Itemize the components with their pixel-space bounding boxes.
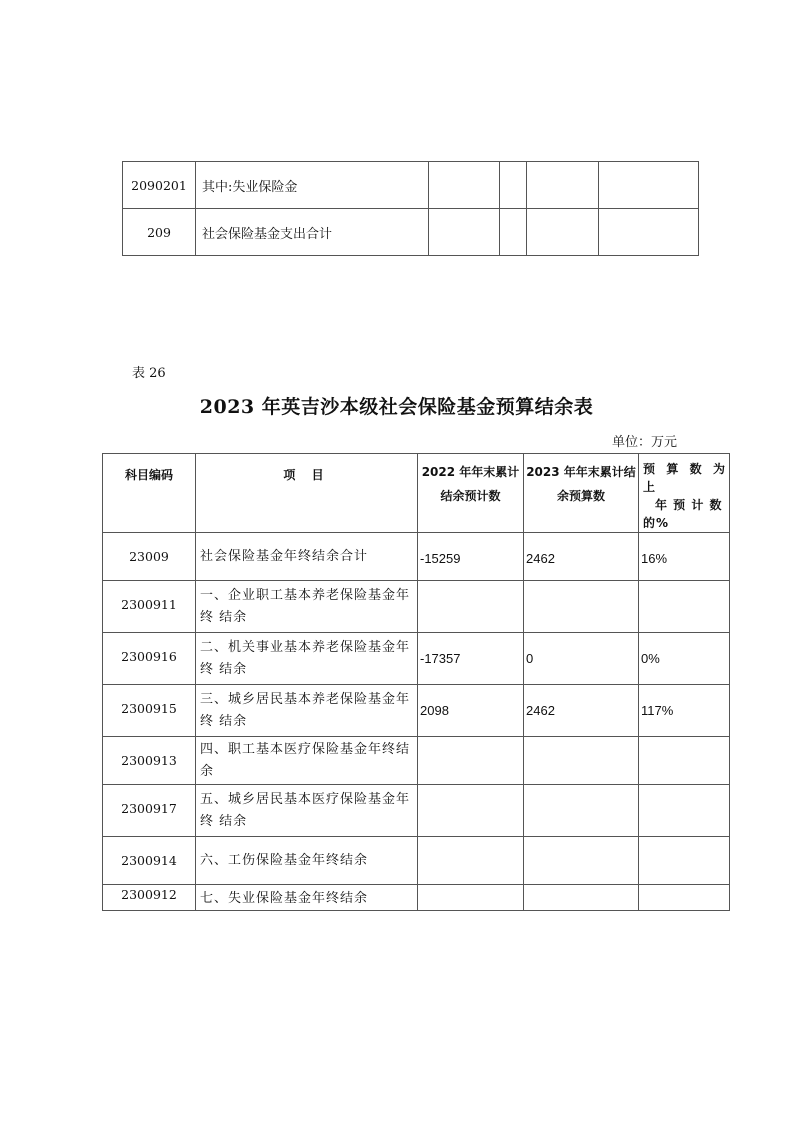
value-2022 (418, 581, 524, 633)
row-name: 社会保险基金年终结余合计 (196, 533, 418, 581)
percent-value: 16% (639, 533, 730, 581)
table-row (103, 533, 730, 581)
value-2023: 2462 (524, 685, 639, 737)
value-2023: 0 (524, 633, 639, 685)
row-code: 23009 (103, 533, 196, 581)
header-2022-line2: 结余预计数 (440, 489, 501, 503)
value-2022 (418, 885, 524, 911)
empty-cell (527, 209, 599, 256)
value-2022 (418, 837, 524, 885)
row-code: 2090201 (123, 162, 196, 209)
value-2023 (524, 785, 639, 837)
header-2023 (524, 454, 639, 533)
table-row (123, 209, 699, 256)
percent-value (639, 785, 730, 837)
value-2022 (418, 737, 524, 785)
previous-table-fragment (122, 161, 699, 256)
row-name: 二、机关事业基本养老保险基金年终 结余 (196, 633, 418, 685)
header-2022 (418, 454, 524, 533)
table-row (103, 885, 730, 911)
row-code: 2300917 (103, 785, 196, 837)
empty-cell (599, 162, 699, 209)
balance-table (102, 453, 730, 911)
empty-cell (500, 209, 527, 256)
row-name: 一、企业职工基本养老保险基金年终 结余 (196, 581, 418, 633)
value-2022: -15259 (418, 533, 524, 581)
row-code: 2300915 (103, 685, 196, 737)
header-percent-line3: 的% (643, 516, 670, 530)
row-name: 五、城乡居民基本医疗保险基金年终 结余 (196, 785, 418, 837)
row-code: 2300911 (103, 581, 196, 633)
value-2023 (524, 885, 639, 911)
table-row (103, 837, 730, 885)
value-2022: 2098 (418, 685, 524, 737)
unit-label: 单位：万元 (612, 435, 678, 450)
percent-value: 0% (639, 633, 730, 685)
percent-value (639, 837, 730, 885)
value-2022 (418, 785, 524, 837)
header-percent-line2: 年 预 计 数 (655, 498, 723, 512)
header-2023-line1: 2023 年年末累计结 (526, 465, 636, 479)
row-name: 四、职工基本医疗保险基金年终结余 (196, 737, 418, 785)
row-code: 2300913 (103, 737, 196, 785)
row-code: 2300916 (103, 633, 196, 685)
header-percent (639, 454, 730, 533)
percent-value: 117% (639, 685, 730, 737)
table-row (123, 162, 699, 209)
row-name: 六、工伤保险基金年终结余 (196, 837, 418, 885)
table-body (103, 533, 730, 911)
header-2022-line1: 2022 年年末累计 (421, 465, 520, 479)
row-code: 2300912 (103, 885, 196, 911)
row-name: 其中:失业保险金 (196, 162, 429, 209)
empty-cell (429, 162, 500, 209)
header-percent-line1: 预 算 数 为 上 (643, 462, 726, 494)
row-name: 七、失业保险基金年终结余 (196, 885, 418, 911)
empty-cell (599, 209, 699, 256)
empty-cell (527, 162, 599, 209)
page-title: 2023 年英吉沙本级社会保险基金预算结余表 (199, 396, 594, 418)
empty-cell (500, 162, 527, 209)
percent-value (639, 885, 730, 911)
table-number: 表 26 (132, 366, 166, 381)
row-name: 社会保险基金支出合计 (196, 209, 429, 256)
value-2023 (524, 837, 639, 885)
value-2023 (524, 581, 639, 633)
row-code: 209 (123, 209, 196, 256)
table-row (103, 633, 730, 685)
value-2023: 2462 (524, 533, 639, 581)
table-row (103, 737, 730, 785)
header-code: 科目编码 (103, 454, 196, 533)
table-row (103, 785, 730, 837)
empty-cell (429, 209, 500, 256)
table-row (103, 685, 730, 737)
percent-value (639, 737, 730, 785)
value-2023 (524, 737, 639, 785)
header-2023-line2: 余预算数 (556, 489, 605, 503)
row-name: 三、城乡居民基本养老保险基金年终 结余 (196, 685, 418, 737)
table-row (103, 581, 730, 633)
header-row (103, 454, 730, 533)
value-2022: -17357 (418, 633, 524, 685)
row-code: 2300914 (103, 837, 196, 885)
percent-value (639, 581, 730, 633)
header-item: 项 目 (196, 454, 418, 533)
